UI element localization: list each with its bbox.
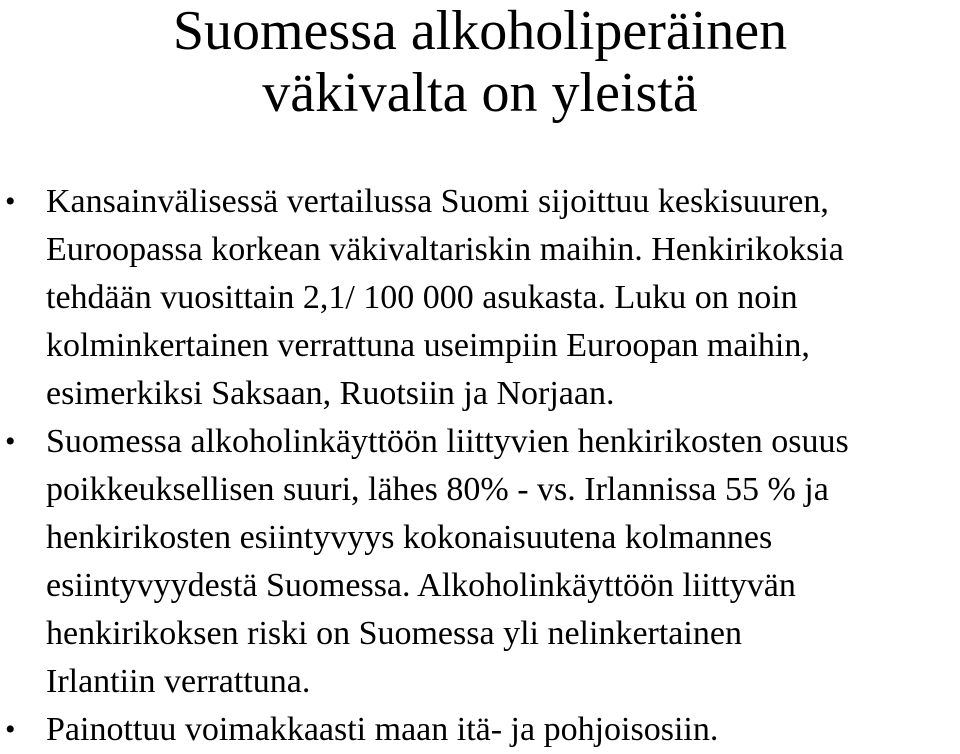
bullet-text-line: henkirikoksen riski on Suomessa yli nelinkertainen (46, 615, 742, 652)
bullet-text-line: Kansainvälisessä vertailussa Suomi sijoittuu keskisuuren, (46, 183, 829, 220)
bullet-list (0, 178, 960, 754)
bullet-text-line: kolminkertainen verrattuna useimpiin Euroopan maihin, (46, 327, 810, 364)
bullet-text-line: Euroopassa korkean väkivaltariskin maihin. Henkirikoksia (46, 231, 844, 268)
bullet-text (46, 706, 960, 754)
bullet-item-3 (0, 706, 960, 754)
bullet-text-line: Painottuu voimakkaasti maan itä- ja pohjoisosiin. (46, 711, 719, 748)
bullet-text-line: Suomessa alkoholinkäyttöön liittyvien henkirikosten osuus (46, 423, 849, 460)
bullet-text-line: Irlantiin verrattuna. (46, 663, 311, 700)
bullet-dot-icon: • (5, 713, 16, 746)
slide-title-line-2: väkivalta on yleistä (262, 62, 698, 124)
bullet-text-line: poikkeuksellisen suuri, lähes 80% - vs. Irlannissa 55 % ja (46, 471, 829, 508)
bullet-text (46, 418, 960, 706)
slide-title (0, 0, 960, 124)
bullet-item-2 (0, 418, 960, 706)
bullet-dot-icon: • (5, 185, 16, 218)
slide-title-line-1: Suomessa alkoholiperäinen (172, 0, 788, 62)
bullet-text-line: esiintyvyydestä Suomessa. Alkoholinkäyttöön liittyvän (46, 567, 796, 604)
bullet-text-line: tehdään vuosittain 2,1/ 100 000 asukasta. Luku on noin (46, 279, 798, 316)
bullet-dot-icon: • (5, 425, 16, 458)
bullet-text-line: esimerkiksi Saksaan, Ruotsiin ja Norjaan. (46, 375, 615, 412)
bullet-text-line: henkirikosten esiintyvyys kokonaisuutena kolmannes (46, 519, 773, 556)
bullet-item-1 (0, 178, 960, 418)
bullet-text (46, 178, 960, 418)
